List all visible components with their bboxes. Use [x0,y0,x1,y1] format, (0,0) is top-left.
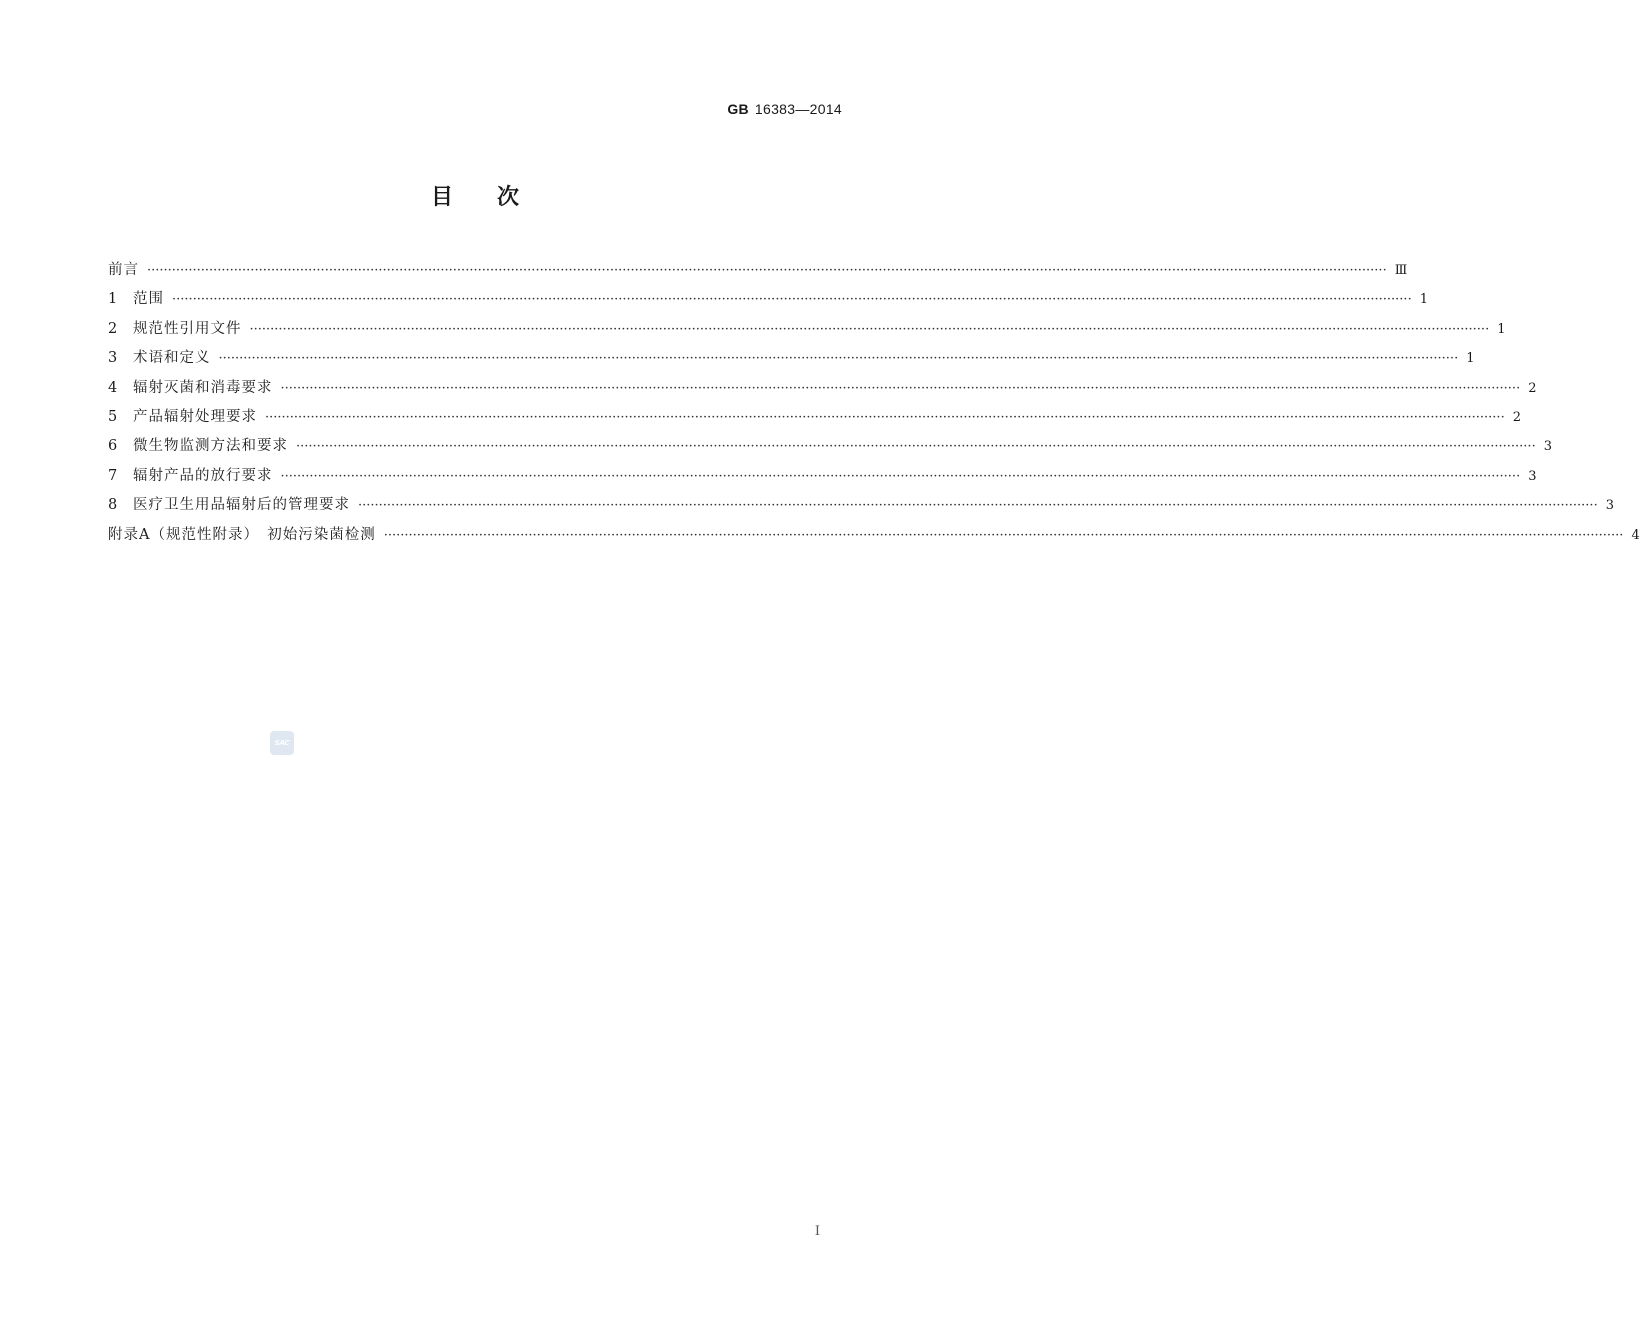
toc-entry-page: 3 [1528,468,1537,484]
toc-entry-page: 2 [1512,409,1521,425]
dot-leader: ············································································································································································································································································································ [280,380,1521,396]
page-title [0,180,950,211]
toc-entry-number: 2 [108,320,118,337]
toc-entry-foreword[interactable] [108,258,1408,287]
toc-entry-number: 6 [108,438,118,455]
toc-entry-label: 范围 [133,291,164,308]
toc-entry-page: 4 [1631,527,1640,543]
toc-entry-label: 附录A（规范性附录） 初始污染菌检测 [108,526,376,543]
standard-code [727,101,842,117]
toc-entry-page: Ⅲ [1394,263,1408,278]
toc-entry-page: 1 [1466,351,1475,367]
toc-entry-7[interactable] [108,464,1537,493]
dot-leader: ············································································································································································································································································································ [280,468,1521,484]
toc-entry-5[interactable] [108,405,1521,434]
toc-entry-label: 术语和定义 [133,350,211,367]
toc-entry-page: 1 [1497,321,1506,337]
toc-entry-label: 辐射产品的放行要求 [133,467,273,484]
toc-entry-label: 医疗卫生用品辐射后的管理要求 [133,497,350,514]
watermark-text: SAC [274,739,290,747]
dot-leader: ············································································································································································································································································································ [249,321,1490,337]
toc-entry-page: 3 [1543,439,1552,455]
toc-entry-3[interactable] [108,346,1475,375]
toc-entry-number: 8 [108,497,118,514]
toc-entry-number: 3 [108,350,118,367]
sac-watermark-logo [270,731,294,755]
toc-entry-6[interactable] [108,434,1552,463]
toc-entry-label: 产品辐射处理要求 [133,408,257,425]
title-char-2: 次 [497,185,520,210]
toc-entry-label: 辐射灭菌和消毒要求 [133,379,273,396]
standard-number: 16383—2014 [754,101,842,117]
page-number: I [814,1224,820,1239]
toc-entry-page: 3 [1605,498,1614,514]
toc-entry-number: 5 [108,408,118,425]
standard-prefix: GB [727,101,749,117]
toc-entry-page: 2 [1528,380,1537,396]
toc-entry-number: 4 [108,379,118,396]
dot-leader: ············································································································································································································································································································ [358,498,1598,514]
dot-leader: ············································································································································································································································································································ [218,351,1459,367]
dot-leader: ············································································································································································································································································································ [172,292,1412,308]
dot-leader: ············································································································································································································································································································ [296,439,1536,455]
dot-leader: ············································································································································································································································································································ [265,409,1505,425]
table-of-contents [108,258,1640,552]
toc-entry-4[interactable] [108,376,1537,405]
toc-entry-8[interactable] [108,493,1614,522]
dot-leader: ············································································································································································································································································································ [147,263,1387,278]
toc-entry-annex-a[interactable] [108,523,1640,552]
dot-leader: ············································································································································································································································································································ [383,527,1624,543]
toc-entry-2[interactable] [108,317,1506,346]
toc-entry-1[interactable] [108,287,1428,316]
title-char-1: 目 [430,185,453,210]
toc-entry-number: 7 [108,467,118,484]
toc-entry-label: 规范性引用文件 [133,320,242,337]
toc-entry-label: 前言 [108,262,139,278]
toc-entry-page: 1 [1419,292,1428,308]
toc-entry-label: 微生物监测方法和要求 [133,438,288,455]
toc-entry-number: 1 [108,291,118,308]
